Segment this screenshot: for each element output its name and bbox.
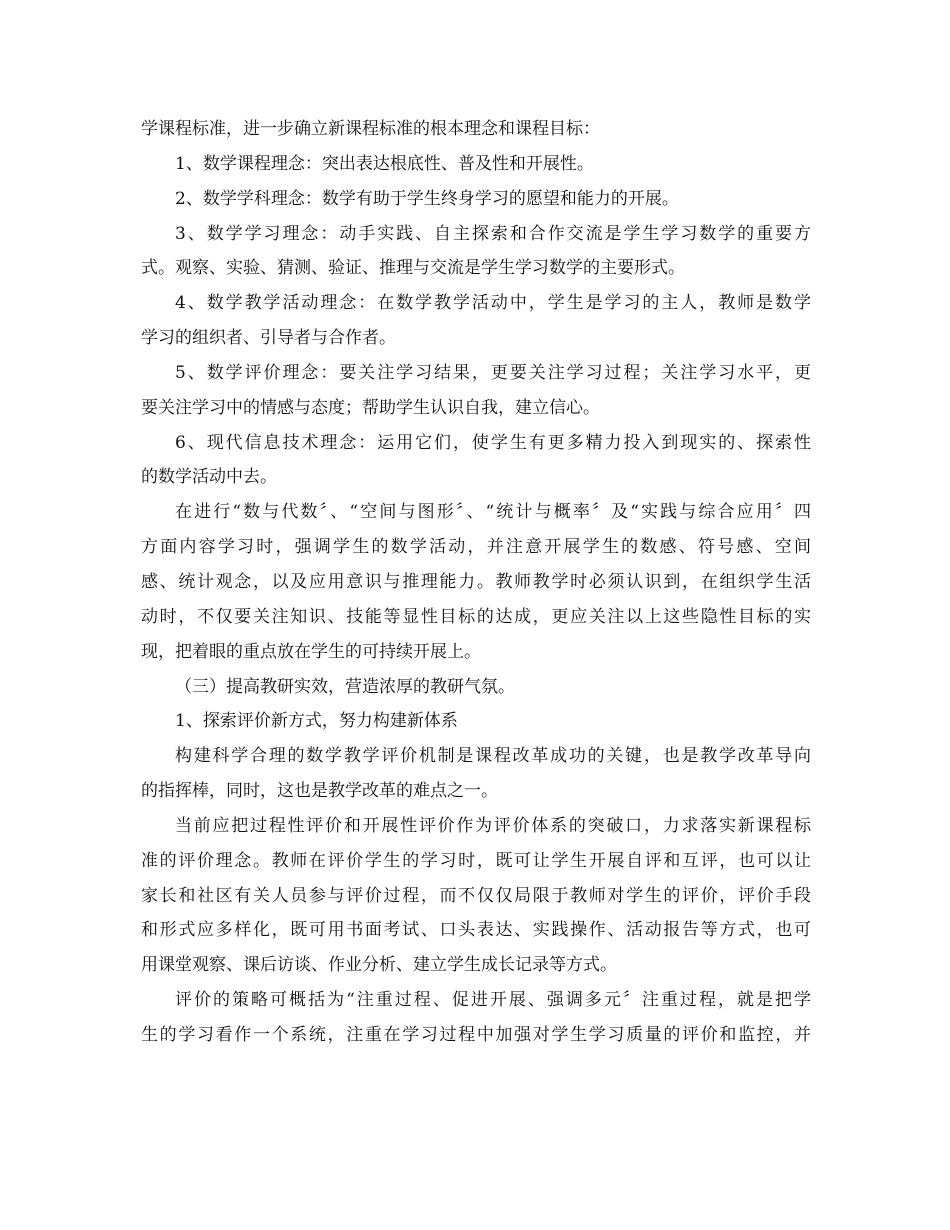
paragraph-process-evaluation-line: 和形式应多样化，既可用书面考试、口头表达、实践操作、活动报告等方式，也可 (141, 920, 811, 941)
paragraph-process-evaluation: 当前应把过程性评价和开展性评价作为评价体系的突破口，力求落实新课程标 (175, 815, 811, 836)
list-item-learning-concept-cont: 式。观察、实验、猜测、验证、推理与交流是学生学习数学的主要形式。 (141, 258, 685, 279)
section-heading-research: （三）提高教研实效，营造浓厚的教研气氛。 (175, 676, 515, 697)
list-item-teaching-concept-cont: 学习的组织者、引导者与合作者。 (141, 328, 396, 349)
paragraph-process-evaluation-line: 准的评价理念。教师在评价学生的学习时，既可让学生开展自评和互评，也可以让 (141, 850, 811, 871)
list-item-teaching-concept: 4、数学教学活动理念：在数学教学活动中，学生是学习的主人，教师是数学 (175, 293, 811, 314)
list-item-evaluation-concept-cont: 要关注学习中的情感与态度；帮助学生认识自我，建立信心。 (141, 397, 600, 418)
list-item-it-concept: 6、现代信息技术理念：运用它们，使学生有更多精力投入到现实的、探索性 (175, 432, 811, 453)
paragraph-content-areas-line: 动时，不仅要关注知识、技能等显性目标的达成，更应关注以上这些隐性目标的实 (141, 606, 811, 627)
paragraph-evaluation-mechanism-line: 的指挥棒，同时，这也是教学改革的难点之一。 (141, 781, 498, 802)
paragraph-evaluation-strategy: 评价的策略可概括为“注重过程、促进开展、强调多元〞注重过程，就是把学 (175, 990, 811, 1011)
list-item-it-concept-cont: 的数学活动中去。 (141, 467, 277, 488)
subsection-heading-evaluation: 1、探索评价新方式，努力构建新体系 (175, 711, 458, 732)
paragraph-evaluation-strategy-line: 生的学习看作一个系统，注重在学习过程中加强对学生学习质量的评价和监控，并 (141, 1024, 811, 1045)
list-item-evaluation-concept: 5、数学评价理念：要关注学习结果，更要关注学习过程；关注学习水平，更 (175, 362, 811, 383)
paragraph-content-areas-line: 感、统计观念，以及应用意识与推理能力。教师教学时必须认识到，在组织学生活 (141, 571, 811, 592)
paragraph-content-areas: 在进行“数与代数〞、“空间与图形〞、“统计与概率〞及“实践与综合应用〞四 (175, 502, 811, 523)
paragraph-line-continuation: 学课程标准，进一步确立新课程标准的根本理念和课程目标： (141, 119, 600, 139)
list-item-course-concept: 1、数学课程理念：突出表达根底性、普及性和开展性。 (175, 153, 594, 174)
paragraph-evaluation-mechanism: 构建科学合理的数学教学评价机制是课程改革成功的关键，也是教学改革导向 (175, 746, 811, 767)
paragraph-content-areas-line: 方面内容学习时，强调学生的数学活动，并注意开展学生的数感、符号感、空间 (141, 537, 811, 558)
paragraph-content-areas-line: 现，把着眼的重点放在学生的可持续开展上。 (141, 641, 481, 662)
paragraph-process-evaluation-line: 家长和社区有关人员参与评价过程，而不仅仅局限于教师对学生的评价，评价手段 (141, 885, 811, 906)
list-item-learning-concept: 3、数学学习理念：动手实践、自主探索和合作交流是学生学习数学的重要方 (175, 223, 811, 244)
document-body (141, 112, 811, 1053)
paragraph-process-evaluation-line: 用课堂观察、课后访谈、作业分析、建立学生成长记录等方式。 (141, 955, 617, 976)
list-item-subject-concept: 2、数学学科理念：数学有助于学生终身学习的愿望和能力的开展。 (175, 188, 679, 209)
